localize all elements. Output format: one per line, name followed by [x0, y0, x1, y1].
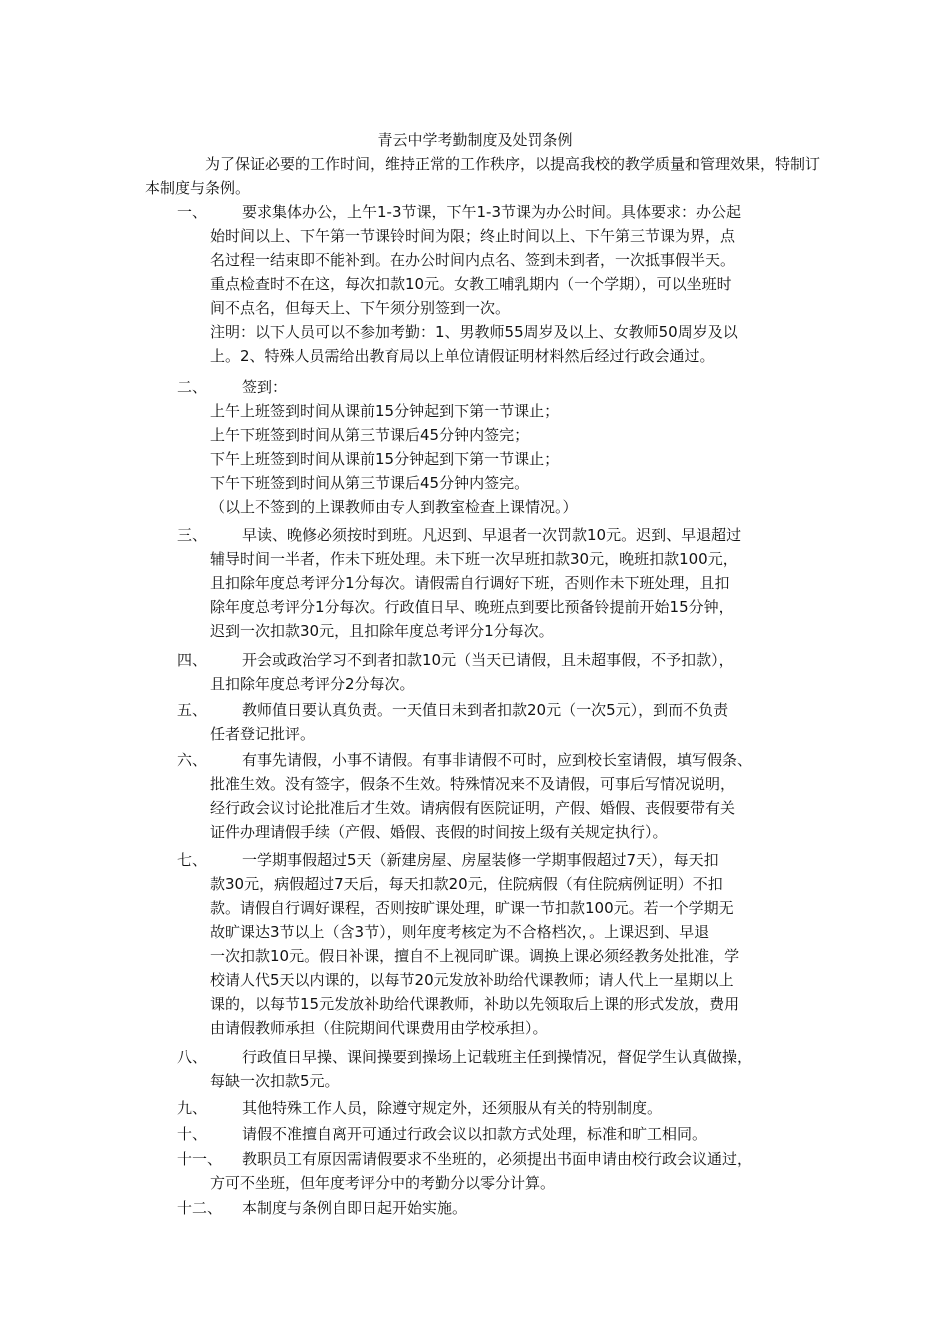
section-12 — [145, 1196, 825, 1220]
section-number: 一、 — [177, 203, 208, 221]
section-2 — [145, 375, 825, 519]
text-line: 其他特殊工作人员，除遵守规定外，还须服从有关的特别制度。 — [242, 1099, 663, 1117]
text-line: 间不点名，但每天上、下午须分别签到一次。 — [210, 299, 511, 317]
text-line: （以上不签到的上课教师由专人到教室检查上课情况。） — [210, 498, 578, 516]
text-line: 下午上班签到时间从课前15分钟起到下第一节课止； — [210, 450, 560, 468]
section-body — [210, 375, 825, 519]
text-line: 行政值日早操、课间操要到操场上记载班主任到操情况，督促学生认真做操， — [242, 1048, 753, 1066]
text-line: 款。请假自行调好课程，否则按旷课处理，旷课一节扣款100元。若一个学期无 — [210, 899, 734, 917]
section-heading: 签到： — [242, 378, 288, 396]
text-line: 经行政会议讨论批准后才生效。请病假有医院证明，产假、婚假、丧假要带有关 — [210, 799, 736, 817]
section-number: 六、 — [177, 751, 208, 769]
text-line: 开会或政治学习不到者扣款10元（当天已请假，且未超事假，不予扣款）， — [242, 651, 734, 669]
section-body — [210, 1096, 825, 1120]
section-4 — [145, 648, 825, 696]
section-body — [210, 698, 825, 746]
text-line: 下午下班签到时间从第三节课后45分钟内签完。 — [210, 474, 530, 492]
text-line: 除年度总考评分1分每次。行政值日早、晚班点到要比预备铃提前开始15分钟， — [210, 598, 734, 616]
text-line: 款30元，病假超过7天后，每天扣款20元，住院病假（有住院病例证明）不扣 — [210, 875, 723, 893]
text-line: 请假不准擅自离开可通过行政会议以扣款方式处理，标准和旷工相同。 — [242, 1125, 708, 1143]
text-line: 批准生效。没有签字，假条不生效。特殊情况来不及请假，可事后写情况说明， — [210, 775, 736, 793]
section-11 — [145, 1147, 825, 1195]
section-number: 五、 — [177, 701, 208, 719]
text-line: 本制度与条例自即日起开始实施。 — [242, 1199, 468, 1217]
section-number: 十、 — [177, 1125, 208, 1143]
text-line: 始时间以上、下午第一节课铃时间为限；终止时间以上、下午第三节课为界，点 — [210, 227, 736, 245]
text-line: 课的，以每节15元发放补助给代课教师，补助以先领取后上课的形式发放，费用 — [210, 995, 740, 1013]
section-body — [210, 1122, 825, 1146]
document-title: 青云中学考勤制度及处罚条例 — [377, 131, 573, 149]
text-line: 校请人代5天以内课的，以每节20元发放补助给代课教师；请人代上一星期以上 — [210, 971, 734, 989]
text-line: 一学期事假超过5天（新建房屋、房屋装修一学期事假超过7天），每天扣 — [242, 851, 719, 869]
section-3 — [145, 523, 825, 643]
text-line: 上午下班签到时间从第三节课后45分钟内签完； — [210, 426, 530, 444]
section-body — [210, 1196, 825, 1220]
text-line: 教师值日要认真负责。一天值日未到者扣款20元（一次5元），到而不负责 — [242, 701, 729, 719]
section-10 — [145, 1122, 825, 1146]
section-5 — [145, 698, 825, 746]
section-number: 四、 — [177, 651, 208, 669]
section-number: 九、 — [177, 1099, 208, 1117]
text-line: 每缺一次扣款5元。 — [210, 1072, 340, 1090]
note-line: 上。2、特殊人员需给出教育局以上单位请假证明材料然后经过行政会通过。 — [210, 347, 715, 365]
text-line: 教职员工有原因需请假要求不坐班的，必须提出书面申请由校行政会议通过， — [242, 1150, 753, 1168]
text-line: 重点检查时不在这，每次扣款10元。女教工哺乳期内（一个学期），可以坐班时 — [210, 275, 732, 293]
section-body — [210, 1045, 825, 1093]
text-line: 名过程一结束即不能补到。在办公时间内点名、签到未到者，一次抵事假半天。 — [210, 251, 736, 269]
text-line: 任者登记批评。 — [210, 725, 316, 743]
section-6 — [145, 748, 825, 844]
section-number: 十一、 — [177, 1150, 223, 1168]
text-line: 一次扣款10元。假日补课，擅自不上视同旷课。调换上课必须经教务处批准，学 — [210, 947, 740, 965]
text-line: 故旷课达3节以上（含3节），则年度考核定为不合格档次，。上课迟到、早退 — [210, 923, 710, 941]
section-7 — [145, 848, 825, 1040]
section-body — [210, 1147, 825, 1195]
section-body — [210, 848, 825, 1040]
text-line: 且扣除年度总考评分2分每次。 — [210, 675, 415, 693]
text-line: 上午上班签到时间从课前15分钟起到下第一节课止； — [210, 402, 560, 420]
section-body — [210, 200, 825, 368]
section-number: 三、 — [177, 526, 208, 544]
text-line: 且扣除年度总考评分1分每次。请假需自行调好下班，否则作未下班处理，且扣 — [210, 574, 730, 592]
text-line: 迟到一次扣款30元，且扣除年度总考评分1分每次。 — [210, 622, 554, 640]
text-line: 证件办理请假手续（产假、婚假、丧假的时间按上级有关规定执行）。 — [210, 823, 668, 841]
section-body — [210, 748, 825, 844]
note-line: 注明：以下人员可以不参加考勤：1、男教师55周岁及以上、女教师50周岁及以 — [210, 323, 738, 341]
section-number: 十二、 — [177, 1199, 223, 1217]
text-line: 由请假教师承担（住院期间代课费用由学校承担）。 — [210, 1019, 548, 1037]
section-8 — [145, 1045, 825, 1093]
section-number: 二、 — [177, 378, 208, 396]
section-number: 七、 — [177, 851, 208, 869]
text-line: 方可不坐班，但年度考评分中的考勤分以零分计算。 — [210, 1174, 556, 1192]
section-1 — [145, 200, 825, 368]
text-line: 有事先请假，小事不请假。有事非请假不可时，应到校长室请假，填写假条、 — [242, 751, 753, 769]
text-line: 辅导时间一半者，作未下班处理。未下班一次早班扣款30元，晚班扣款100元， — [210, 550, 738, 568]
text-line: 要求集体办公，上午1-3节课，下午1-3节课为办公时间。具体要求：办公起 — [242, 203, 742, 221]
intro-paragraph: 为了保证必要的工作时间，维持正常的工作秩序，以提高我校的教学质量和管理效果，特制订本制度与条例。 — [145, 155, 821, 197]
section-9 — [145, 1096, 825, 1120]
section-body — [210, 523, 825, 643]
section-body — [210, 648, 825, 696]
text-line: 早读、晚修必须按时到班。凡迟到、早退者一次罚款10元。迟到、早退超过 — [242, 526, 742, 544]
section-number: 八、 — [177, 1048, 208, 1066]
